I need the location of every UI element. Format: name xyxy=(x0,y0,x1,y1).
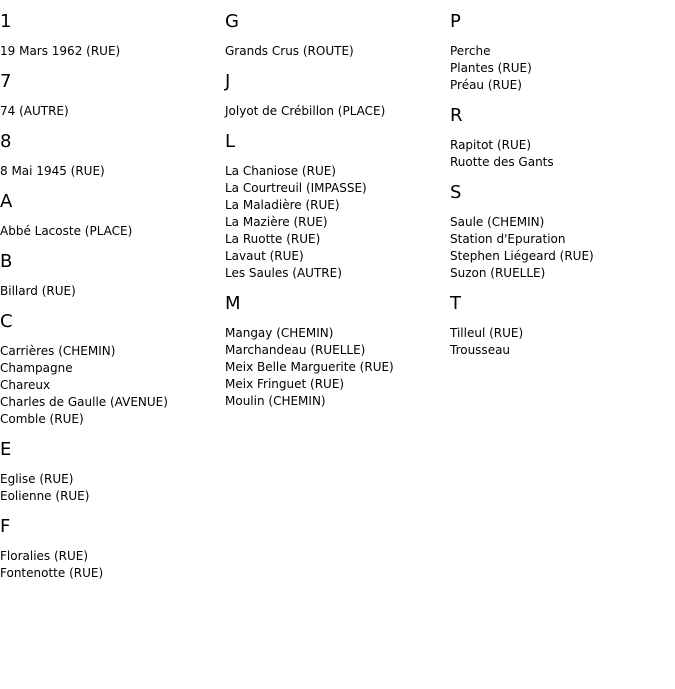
letter-group xyxy=(0,439,220,505)
street-link[interactable]: 19 Mars 1962 (RUE) xyxy=(0,44,121,58)
street-list xyxy=(450,214,670,282)
street-list xyxy=(0,163,220,180)
letter-group xyxy=(450,182,670,282)
street-link[interactable]: Floralies (RUE) xyxy=(0,549,89,563)
street-link[interactable]: Eolienne (RUE) xyxy=(0,489,90,503)
letter-group xyxy=(225,131,445,282)
letter-heading: T xyxy=(450,293,461,314)
street-link[interactable]: Meix Fringuet (RUE) xyxy=(225,377,345,391)
street-index-column-1 xyxy=(0,0,220,591)
letter-group xyxy=(450,105,670,171)
street-link[interactable]: La Ruotte (RUE) xyxy=(225,232,321,246)
street-link[interactable]: Tilleul (RUE) xyxy=(450,326,524,340)
letter-group xyxy=(0,251,220,300)
letter-heading: S xyxy=(450,182,462,203)
letter-heading: 8 xyxy=(0,131,12,152)
letter-heading: 7 xyxy=(0,71,12,92)
street-link[interactable]: Lavaut (RUE) xyxy=(225,249,304,263)
street-list xyxy=(0,548,220,582)
street-link[interactable]: Rapitot (RUE) xyxy=(450,138,532,152)
street-link[interactable]: Billard (RUE) xyxy=(0,284,76,298)
street-list xyxy=(0,283,220,300)
letter-heading: G xyxy=(225,11,239,32)
street-link[interactable]: Moulin (CHEMIN) xyxy=(225,394,326,408)
street-list xyxy=(0,223,220,240)
letter-heading: C xyxy=(0,311,13,332)
street-link[interactable]: Comble (RUE) xyxy=(0,412,84,426)
letter-group xyxy=(225,11,445,60)
street-list xyxy=(0,471,220,505)
street-link[interactable]: Trousseau xyxy=(450,343,511,357)
letter-group xyxy=(450,293,670,359)
street-link[interactable]: Mangay (CHEMIN) xyxy=(225,326,334,340)
letter-group xyxy=(450,11,670,94)
street-link[interactable]: Abbé Lacoste (PLACE) xyxy=(0,224,133,238)
street-link[interactable]: Chareux xyxy=(0,378,51,392)
street-link[interactable]: Charles de Gaulle (AVENUE) xyxy=(0,395,168,409)
street-link[interactable]: Station d'Epuration xyxy=(450,232,566,246)
letter-heading: M xyxy=(225,293,241,314)
street-link[interactable]: Ruotte des Gants xyxy=(450,155,554,169)
street-link[interactable]: Meix Belle Marguerite (RUE) xyxy=(225,360,394,374)
letter-group xyxy=(225,293,445,410)
letter-group xyxy=(0,11,220,60)
street-list xyxy=(450,43,670,94)
street-link[interactable]: Suzon (RUELLE) xyxy=(450,266,546,280)
street-link[interactable]: La Chaniose (RUE) xyxy=(225,164,336,178)
street-list xyxy=(450,137,670,171)
letter-heading: J xyxy=(225,71,231,92)
letter-group xyxy=(225,71,445,120)
letter-group xyxy=(0,516,220,582)
street-link[interactable]: Stephen Liégeard (RUE) xyxy=(450,249,594,263)
street-link[interactable]: Jolyot de Crébillon (PLACE) xyxy=(225,104,386,118)
letter-group xyxy=(0,131,220,180)
letter-heading: R xyxy=(450,105,463,126)
letter-group xyxy=(0,311,220,428)
street-link[interactable]: Champagne xyxy=(0,361,73,375)
street-list xyxy=(0,103,220,120)
street-link[interactable]: Perche xyxy=(450,44,491,58)
letter-group xyxy=(0,191,220,240)
street-link[interactable]: Plantes (RUE) xyxy=(450,61,532,75)
street-index-column-3 xyxy=(450,0,670,368)
street-link[interactable]: Les Saules (AUTRE) xyxy=(225,266,342,280)
street-list xyxy=(225,43,445,60)
letter-group xyxy=(0,71,220,120)
street-list xyxy=(225,163,445,282)
street-link[interactable]: La Mazière (RUE) xyxy=(225,215,328,229)
street-link[interactable]: La Maladière (RUE) xyxy=(225,198,340,212)
street-link[interactable]: Grands Crus (ROUTE) xyxy=(225,44,354,58)
street-link[interactable]: Marchandeau (RUELLE) xyxy=(225,343,366,357)
letter-heading: L xyxy=(225,131,236,152)
street-link[interactable]: Préau (RUE) xyxy=(450,78,522,92)
street-list xyxy=(225,103,445,120)
street-link[interactable]: Saule (CHEMIN) xyxy=(450,215,545,229)
street-link[interactable]: La Courtreuil (IMPASSE) xyxy=(225,181,367,195)
street-link[interactable]: Eglise (RUE) xyxy=(0,472,74,486)
letter-heading: P xyxy=(450,11,461,32)
street-list xyxy=(0,43,220,60)
letter-heading: F xyxy=(0,516,11,537)
letter-heading: B xyxy=(0,251,13,272)
street-index-column-2 xyxy=(225,0,445,419)
street-link[interactable]: 74 (AUTRE) xyxy=(0,104,69,118)
letter-heading: A xyxy=(0,191,13,212)
letter-heading: 1 xyxy=(0,11,12,32)
street-list xyxy=(225,325,445,410)
street-link[interactable]: Fontenotte (RUE) xyxy=(0,566,104,580)
street-list xyxy=(450,325,670,359)
street-link[interactable]: 8 Mai 1945 (RUE) xyxy=(0,164,105,178)
letter-heading: E xyxy=(0,439,12,460)
street-link[interactable]: Carrières (CHEMIN) xyxy=(0,344,116,358)
street-list xyxy=(0,343,220,428)
